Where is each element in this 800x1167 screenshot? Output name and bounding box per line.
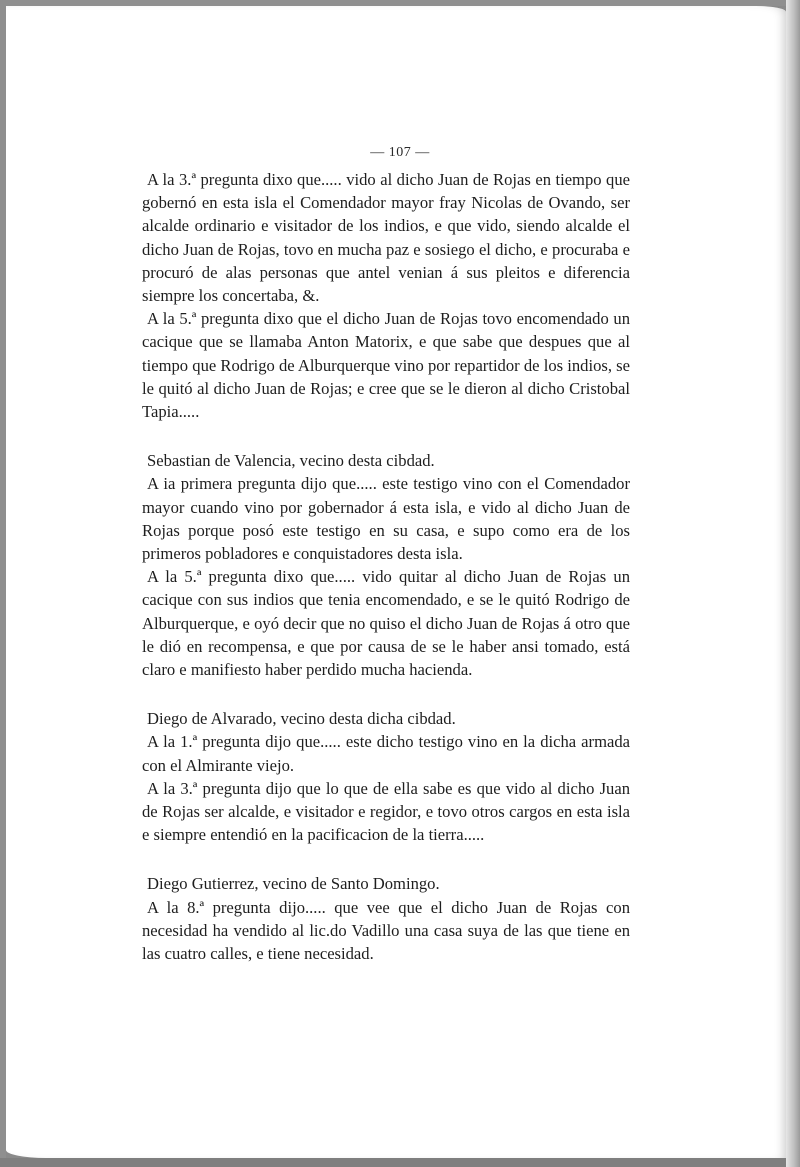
answer-paragraph: A la 3.ª pregunta dixo que..... vido al dicho Juan de Rojas en tiempo que gobernó en esta isla el Comendador mayor fray Nicolas de Ovando, ser alcalde ordinario e visitador de los indios, e que vido, siendo alcalde el dicho Juan de Rojas, tovo en mucha paz e sosiego el dicho, e procuraba e procuró de alas personas que antel venian á sus pleitos e diferencia siempre los concertaba, &. (142, 170, 630, 306)
witness-heading: Diego Gutierrez, vecino de Santo Domingo. (147, 874, 440, 894)
scan-border-bottom (0, 1158, 800, 1167)
answer-paragraph: A la 5.ª pregunta dixo que el dicho Juan de Rojas tovo encomendado un cacique que se llamaba Anton Matorix, e que sabe que despues que al tiempo que Rodrigo de Alburquerque vino por repartidor de los indios, se le quitó al dicho Juan de Rojas; e cree que se le dieron al dicho Cristobal Tapia..... (142, 309, 630, 422)
testimony-sebastian-de-valencia (142, 449, 630, 681)
testimony-diego-gutierrez (142, 872, 630, 965)
answer-paragraph: A la 3.ª pregunta dijo que lo que de ella sabe es que vido al dicho Juan de Rojas ser alcalde, e visitador e regidor, e tovo otros cargos en esta isla e siempre entendió en la pacificacion de la tierra..... (142, 778, 630, 845)
page-body (142, 168, 630, 965)
scan-border-right (786, 0, 800, 1167)
witness-heading: Sebastian de Valencia, vecino desta cibdad. (147, 451, 435, 471)
witness-heading: Diego de Alvarado, vecino desta dicha cibdad. (147, 709, 456, 729)
answer-paragraph: A la 1.ª pregunta dijo que..... este dicho testigo vino en la dicha armada con el Almirante viejo. (142, 732, 630, 775)
answer-paragraph: A ia primera pregunta dijo que..... este testigo vino con el Comendador mayor cuando vino por gobernador á esta isla, e vido al dicho Juan de Rojas porque posó este testigo en su casa, e supo como era de los primeros pobladores e conquistadores desta isla. (142, 474, 630, 564)
answer-paragraph: A la 8.ª pregunta dijo..... que vee que el dicho Juan de Rojas con necesidad ha vendido al lic.do Vadillo una casa suya de las que tiene en las cuatro calles, e tiene necesidad. (142, 897, 630, 964)
testimony-diego-de-alvarado (142, 707, 630, 846)
page-number: — 107 — (370, 145, 430, 160)
testimony-continued (142, 168, 630, 423)
answer-paragraph: A la 5.ª pregunta dixo que..... vido quitar al dicho Juan de Rojas un cacique con sus indios que tenia encomendado, e se le quitó Rodrigo de Alburquerque, e oyó decir que no quiso el dicho Juan de Rojas á otro que le dió en recompensa, e que por causa de se le haber ansi tomado, está claro e manifiesto haber perdido mucha hacienda. (142, 567, 630, 680)
